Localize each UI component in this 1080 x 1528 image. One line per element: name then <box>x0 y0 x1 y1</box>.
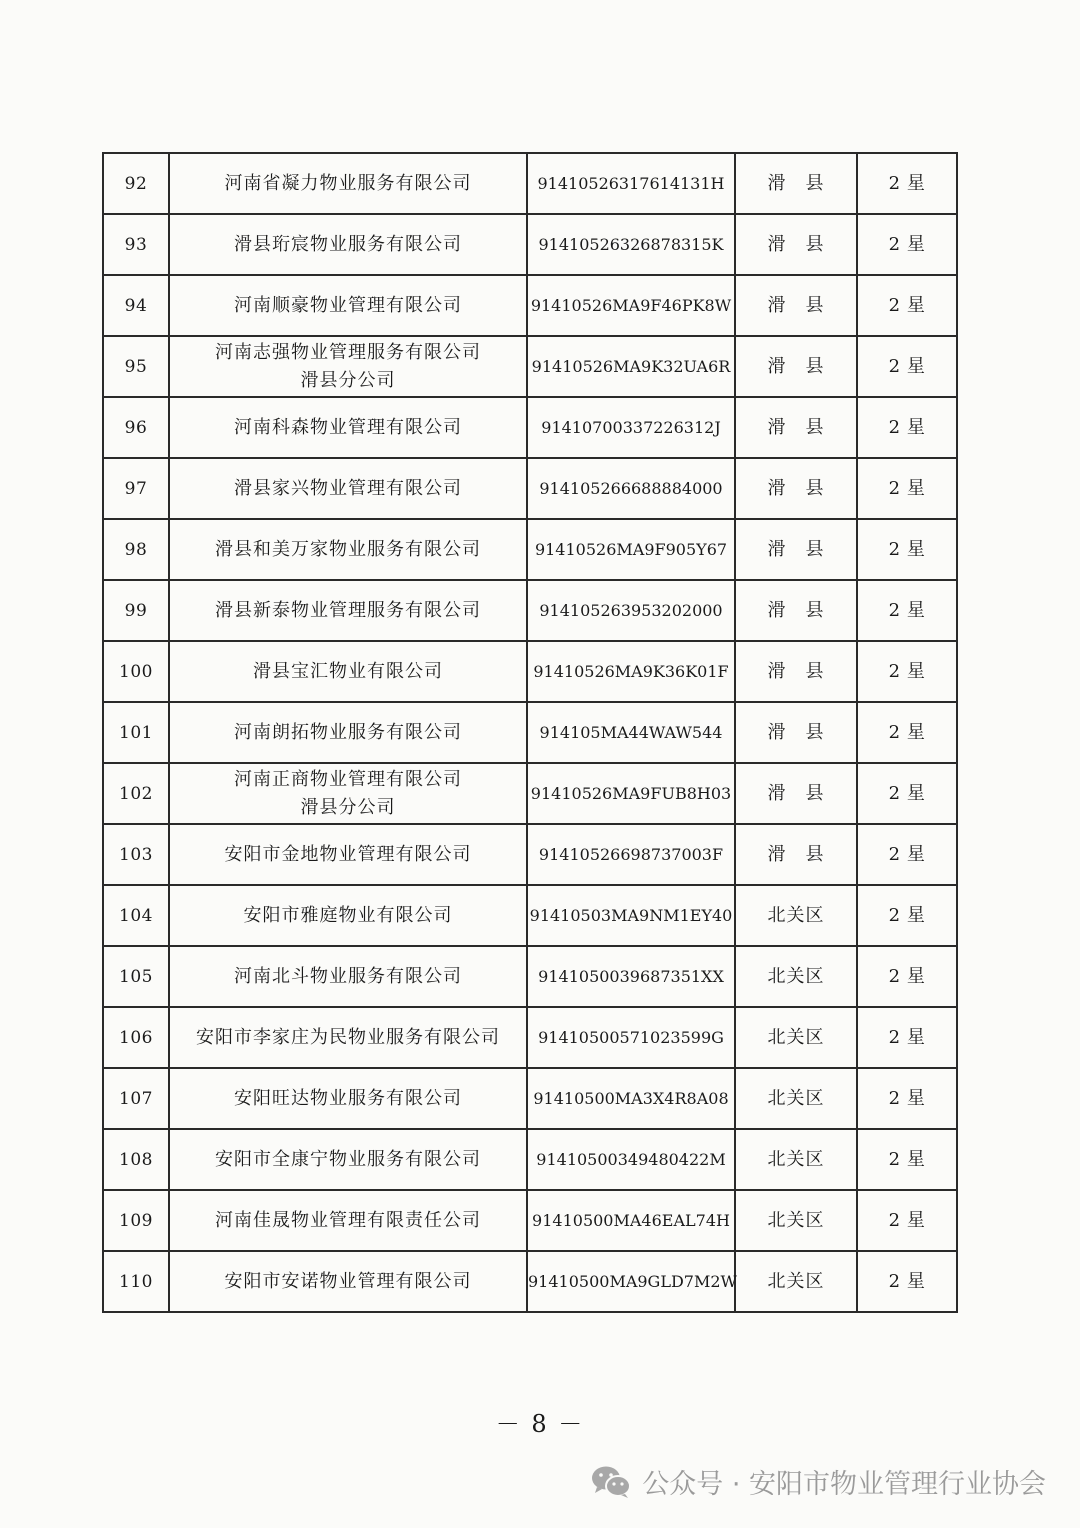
credit-code: 91410500571023599G <box>527 1007 735 1068</box>
region: 滑 县 <box>735 702 857 763</box>
table-row <box>103 397 957 458</box>
company-name-line: 河南朗拓物业服务有限公司 <box>234 721 462 743</box>
company-name <box>169 1251 527 1312</box>
star-rating: 2 星 <box>857 1068 957 1129</box>
company-name <box>169 1007 527 1068</box>
table-row <box>103 1007 957 1068</box>
table-row <box>103 641 957 702</box>
row-number: 101 <box>103 702 169 763</box>
credit-code: 91410526326878315K <box>527 214 735 275</box>
star-rating: 2 星 <box>857 824 957 885</box>
star-rating: 2 星 <box>857 153 957 214</box>
region: 北关区 <box>735 885 857 946</box>
star-rating: 2 星 <box>857 580 957 641</box>
star-rating: 2 星 <box>857 336 957 397</box>
credit-code: 91410500MA3X4R8A08 <box>527 1068 735 1129</box>
table-row <box>103 1068 957 1129</box>
table-row <box>103 275 957 336</box>
row-number: 95 <box>103 336 169 397</box>
region: 滑 县 <box>735 214 857 275</box>
region: 滑 县 <box>735 153 857 214</box>
region: 北关区 <box>735 946 857 1007</box>
wechat-watermark <box>590 1462 1046 1501</box>
table-row <box>103 1190 957 1251</box>
credit-code: 914105266688884000 <box>527 458 735 519</box>
company-name <box>169 336 527 397</box>
row-number: 92 <box>103 153 169 214</box>
company-name-line: 河南省凝力物业服务有限公司 <box>224 172 472 194</box>
company-name <box>169 824 527 885</box>
company-name-line: 滑县珩宸物业服务有限公司 <box>234 233 462 255</box>
company-name-line: 滑县家兴物业管理有限公司 <box>234 477 462 499</box>
credit-code: 91410526MA9K36K01F <box>527 641 735 702</box>
company-name-line: 滑县新泰物业管理服务有限公司 <box>215 599 481 621</box>
row-number: 100 <box>103 641 169 702</box>
company-name <box>169 397 527 458</box>
company-name-line: 河南志强物业管理服务有限公司 <box>215 341 481 363</box>
company-name <box>169 580 527 641</box>
company-name-line: 滑县分公司 <box>300 796 396 818</box>
star-rating: 2 星 <box>857 946 957 1007</box>
company-name-line: 滑县和美万家物业服务有限公司 <box>215 538 481 560</box>
region: 北关区 <box>735 1190 857 1251</box>
credit-code: 91410500MA46EAL74H <box>527 1190 735 1251</box>
row-number: 107 <box>103 1068 169 1129</box>
company-name <box>169 885 527 946</box>
table-row <box>103 1129 957 1190</box>
company-name <box>169 458 527 519</box>
credit-code: 914105263953202000 <box>527 580 735 641</box>
region: 滑 县 <box>735 519 857 580</box>
region: 北关区 <box>735 1251 857 1312</box>
star-rating: 2 星 <box>857 1129 957 1190</box>
row-number: 110 <box>103 1251 169 1312</box>
region: 北关区 <box>735 1129 857 1190</box>
credit-code: 91410526MA9FUB8H03 <box>527 763 735 824</box>
star-rating: 2 星 <box>857 397 957 458</box>
company-name-line: 安阳市安诺物业管理有限公司 <box>224 1270 472 1292</box>
table-row <box>103 946 957 1007</box>
region: 滑 县 <box>735 763 857 824</box>
region: 北关区 <box>735 1007 857 1068</box>
region: 北关区 <box>735 1068 857 1129</box>
region: 滑 县 <box>735 641 857 702</box>
company-name-line: 河南北斗物业服务有限公司 <box>234 965 462 987</box>
star-rating: 2 星 <box>857 1190 957 1251</box>
company-name-line: 安阳市金地物业管理有限公司 <box>224 843 472 865</box>
star-rating: 2 星 <box>857 885 957 946</box>
table-row <box>103 336 957 397</box>
star-rating: 2 星 <box>857 763 957 824</box>
row-number: 105 <box>103 946 169 1007</box>
table-row <box>103 1251 957 1312</box>
star-rating: 2 星 <box>857 458 957 519</box>
table-row <box>103 702 957 763</box>
credit-code: 91410526698737003F <box>527 824 735 885</box>
credit-code: 9141050039687351XX <box>527 946 735 1007</box>
company-name-line: 滑县宝汇物业有限公司 <box>253 660 443 682</box>
row-number: 96 <box>103 397 169 458</box>
table-body <box>103 153 957 1312</box>
page-number: － 8 － <box>495 1410 585 1438</box>
row-number: 99 <box>103 580 169 641</box>
region: 滑 县 <box>735 275 857 336</box>
credit-code: 91410500MA9GLD7M2W <box>527 1251 735 1312</box>
star-rating: 2 星 <box>857 214 957 275</box>
company-name <box>169 214 527 275</box>
region: 滑 县 <box>735 397 857 458</box>
company-name-line: 河南顺豪物业管理有限公司 <box>234 294 462 316</box>
credit-code: 91410526MA9F46PK8W <box>527 275 735 336</box>
company-name <box>169 641 527 702</box>
table-row <box>103 214 957 275</box>
star-rating: 2 星 <box>857 1007 957 1068</box>
row-number: 98 <box>103 519 169 580</box>
company-name-line: 滑县分公司 <box>300 369 396 391</box>
table-row <box>103 885 957 946</box>
credit-code: 91410500349480422M <box>527 1129 735 1190</box>
company-name <box>169 702 527 763</box>
credit-code: 91410700337226312J <box>527 397 735 458</box>
row-number: 108 <box>103 1129 169 1190</box>
company-name-line: 河南正商物业管理有限公司 <box>234 768 462 790</box>
region: 滑 县 <box>735 824 857 885</box>
company-rating-table <box>102 152 958 1313</box>
star-rating: 2 星 <box>857 702 957 763</box>
company-name <box>169 1068 527 1129</box>
row-number: 93 <box>103 214 169 275</box>
row-number: 106 <box>103 1007 169 1068</box>
company-name <box>169 519 527 580</box>
star-rating: 2 星 <box>857 641 957 702</box>
company-name-line: 河南科森物业管理有限公司 <box>234 416 462 438</box>
row-number: 97 <box>103 458 169 519</box>
region: 滑 县 <box>735 336 857 397</box>
table-row <box>103 153 957 214</box>
company-name-line: 河南佳晟物业管理有限责任公司 <box>215 1209 481 1231</box>
watermark-text: 公众号 · 安阳市物业管理行业协会 <box>642 1469 1046 1500</box>
region: 滑 县 <box>735 458 857 519</box>
company-name <box>169 275 527 336</box>
star-rating: 2 星 <box>857 275 957 336</box>
company-name <box>169 153 527 214</box>
company-name <box>169 1190 527 1251</box>
company-name <box>169 763 527 824</box>
table-row <box>103 763 957 824</box>
credit-code: 91410503MA9NM1EY40 <box>527 885 735 946</box>
table-row <box>103 580 957 641</box>
row-number: 94 <box>103 275 169 336</box>
region: 滑 县 <box>735 580 857 641</box>
wechat-icon <box>590 1464 632 1500</box>
company-name-line: 安阳市李家庄为民物业服务有限公司 <box>196 1026 500 1048</box>
row-number: 109 <box>103 1190 169 1251</box>
company-name-line: 安阳市雅庭物业有限公司 <box>243 904 453 926</box>
table-row <box>103 519 957 580</box>
company-name <box>169 1129 527 1190</box>
credit-code: 914105MA44WAW544 <box>527 702 735 763</box>
row-number: 104 <box>103 885 169 946</box>
credit-code: 91410526MA9F905Y67 <box>527 519 735 580</box>
company-name-line: 安阳市全康宁物业服务有限公司 <box>215 1148 481 1170</box>
credit-code: 91410526MA9K32UA6R <box>527 336 735 397</box>
star-rating: 2 星 <box>857 519 957 580</box>
row-number: 102 <box>103 763 169 824</box>
row-number: 103 <box>103 824 169 885</box>
table-row <box>103 458 957 519</box>
credit-code: 91410526317614131H <box>527 153 735 214</box>
company-name <box>169 946 527 1007</box>
company-name-line: 安阳旺达物业服务有限公司 <box>234 1087 462 1109</box>
star-rating: 2 星 <box>857 1251 957 1312</box>
table-row <box>103 824 957 885</box>
